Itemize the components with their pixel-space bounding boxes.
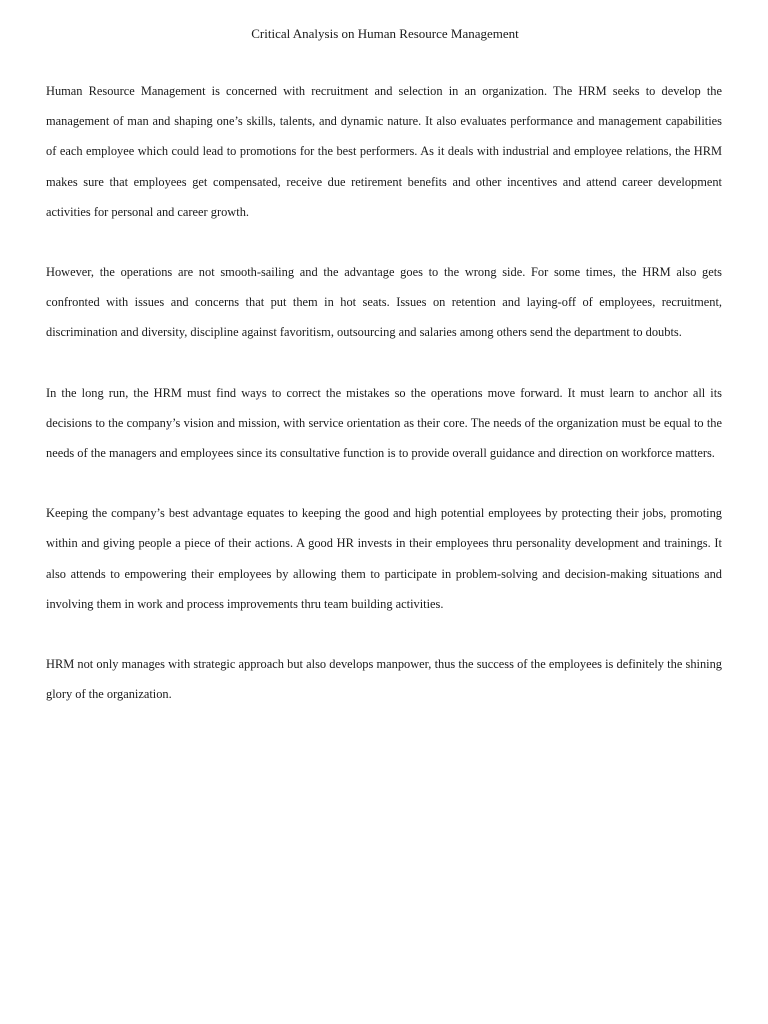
paragraph-5: HRM not only manages with strategic approach but also develops manpower, thus the success of the employees is definitely the shining glory of the organization. (46, 657, 722, 702)
paragraph-2: However, the operations are not smooth-sailing and the advantage goes to the wrong side. For some times, the HRM also gets confronted with issues and concerns that put them in hot seats. Issues on retention and laying-off of employees, recruitment, discrimination and diversity, discipline against favoritism, outsourcing and salaries among others send the department to doubts. (46, 265, 722, 340)
document-title: Critical Analysis on Human Resource Management (251, 26, 519, 41)
paragraph-1: Human Resource Management is concerned with recruitment and selection in an organization. The HRM seeks to develop the management of man and shaping one’s skills, talents, and dynamic nature. It also evaluates performance and management capabilities of each employee which could lead to promotions for the best performers. As it deals with industrial and employee relations, the HRM makes sure that employees get compensated, receive due retirement benefits and other incentives and attend career development activities for personal and career growth. (46, 84, 722, 219)
paragraph-3: In the long run, the HRM must find ways to correct the mistakes so the operations move forward. It must learn to anchor all its decisions to the company’s vision and mission, with service orientation as their core. The needs of the organization must be equal to the needs of the managers and employees since its consultative function is to provide overall guidance and direction on workforce matters. (46, 385, 722, 461)
paragraph-4: Keeping the company’s best advantage equates to keeping the good and high potential employees by protecting their jobs, promoting within and giving people a piece of their actions. A good HR invests in their employees thru personality development and trainings. It also attends to empowering their employees by allowing them to participate in problem-solving and decision-making situations and involving them in work and process improvements thru team building activities. (46, 506, 722, 611)
